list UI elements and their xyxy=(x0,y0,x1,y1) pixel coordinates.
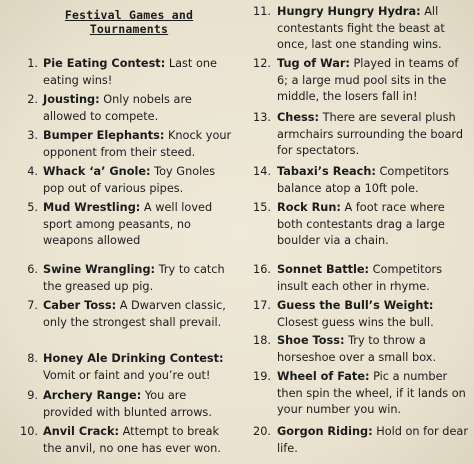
title-line-1: Festival Games and xyxy=(64,8,194,22)
list-item xyxy=(14,262,236,295)
item-number: 20. xyxy=(253,425,271,438)
item-description: Competitors insult each other in rhyme. xyxy=(277,263,443,293)
item-name: Sonnet Battle: xyxy=(277,263,370,276)
item-number: 15. xyxy=(253,201,271,214)
item-description: Only nobels are allowed to compete. xyxy=(43,93,192,123)
item-description: Knock your opponent from their steed. xyxy=(43,129,232,159)
item-number: 18. xyxy=(253,334,271,347)
item-number: 14. xyxy=(253,165,271,178)
list-item xyxy=(14,128,236,161)
item-number: 16. xyxy=(253,263,271,276)
item-name: Archery Range: xyxy=(43,389,142,402)
item-name: Swine Wrangling: xyxy=(43,263,156,276)
item-number: 11. xyxy=(253,5,271,18)
list-item xyxy=(246,424,472,457)
item-number: 12. xyxy=(253,57,271,70)
list-item xyxy=(246,110,472,160)
item-number: 8. xyxy=(27,352,38,365)
list-item xyxy=(14,388,236,421)
item-name: Tug of War: xyxy=(277,57,350,70)
list-item xyxy=(14,424,236,457)
item-description: Last one eating wins! xyxy=(43,57,217,87)
item-description: Competitors balance atop a 10ft pole. xyxy=(277,165,449,195)
item-name: Caber Toss: xyxy=(43,299,117,312)
list-item xyxy=(14,200,236,250)
list-item xyxy=(246,298,472,331)
item-description: There are several plush armchairs surrounding the board for spectators. xyxy=(277,111,464,157)
item-name: Honey Ale Drinking Contest: xyxy=(43,352,224,365)
list-item xyxy=(246,4,472,54)
item-number: 9. xyxy=(27,389,38,402)
list-item xyxy=(246,262,472,295)
title-line-2: Tournaments xyxy=(89,22,169,36)
item-description: All contestants fight the beast at once, last one standing wins. xyxy=(277,5,445,51)
list-item xyxy=(246,200,472,250)
item-description: Toy Gnoles pop out of various pipes. xyxy=(43,165,216,195)
item-name: Guess the Bull’s Weight: xyxy=(277,299,434,312)
item-name: Tabaxi’s Reach: xyxy=(277,165,376,178)
list-item xyxy=(246,56,472,106)
item-name: Shoe Toss: xyxy=(277,334,345,347)
list-item xyxy=(246,369,472,419)
item-description: A Dwarven classic, only the strongest shall prevail. xyxy=(43,299,226,329)
item-number: 7. xyxy=(27,299,38,312)
item-description: Vomit or faint and you’re out! xyxy=(43,368,211,382)
item-description: Try to throw a horseshoe over a small box. xyxy=(277,334,437,364)
item-number: 10. xyxy=(20,425,38,438)
item-name: Whack ‘a’ Gnole: xyxy=(43,165,151,178)
item-description: Attempt to break the anvil, no one has ever won. xyxy=(43,425,221,455)
item-name: Mud Wrestling: xyxy=(43,201,141,214)
item-name: Rock Run: xyxy=(277,201,341,214)
list-item xyxy=(246,164,472,197)
item-number: 4. xyxy=(27,165,38,178)
item-name: Anvil Crack: xyxy=(43,425,120,438)
item-number: 2. xyxy=(27,93,38,106)
item-description: Played in teams of 6; a large mud pool sits in the middle, the losers fall in! xyxy=(277,57,459,103)
list-item xyxy=(14,351,236,384)
page-title xyxy=(24,8,234,36)
item-name: Bumper Elephants: xyxy=(43,129,165,142)
item-description: Hold on for dear life. xyxy=(277,425,468,455)
item-number: 19. xyxy=(253,370,271,383)
list-item xyxy=(14,164,236,197)
item-description: Closest guess wins the bull. xyxy=(277,315,434,329)
list-item xyxy=(14,92,236,125)
item-number: 13. xyxy=(253,111,271,124)
item-number: 3. xyxy=(27,129,38,142)
list-item xyxy=(246,333,472,366)
list-item xyxy=(14,56,236,89)
item-description: Pic a number then spin the wheel, if it lands on your number you win. xyxy=(277,370,466,416)
item-name: Gorgon Riding: xyxy=(277,425,373,438)
list-item xyxy=(14,298,236,331)
item-name: Pie Eating Contest: xyxy=(43,57,166,70)
item-description: Try to catch the greased up pig. xyxy=(43,263,225,293)
item-description: You are provided with blunted arrows. xyxy=(43,389,212,419)
item-name: Wheel of Fate: xyxy=(277,370,370,383)
item-description: A well loved sport among peasants, no weapons allowed xyxy=(43,201,213,247)
item-number: 17. xyxy=(253,299,271,312)
item-name: Chess: xyxy=(277,111,319,124)
item-name: Hungry Hungry Hydra: xyxy=(277,5,421,18)
item-number: 5. xyxy=(27,201,38,214)
item-number: 6. xyxy=(27,263,38,276)
item-name: Jousting: xyxy=(43,93,100,106)
item-description: A foot race where both contestants drag a large boulder via a chain. xyxy=(277,201,445,247)
item-number: 1. xyxy=(27,57,38,70)
